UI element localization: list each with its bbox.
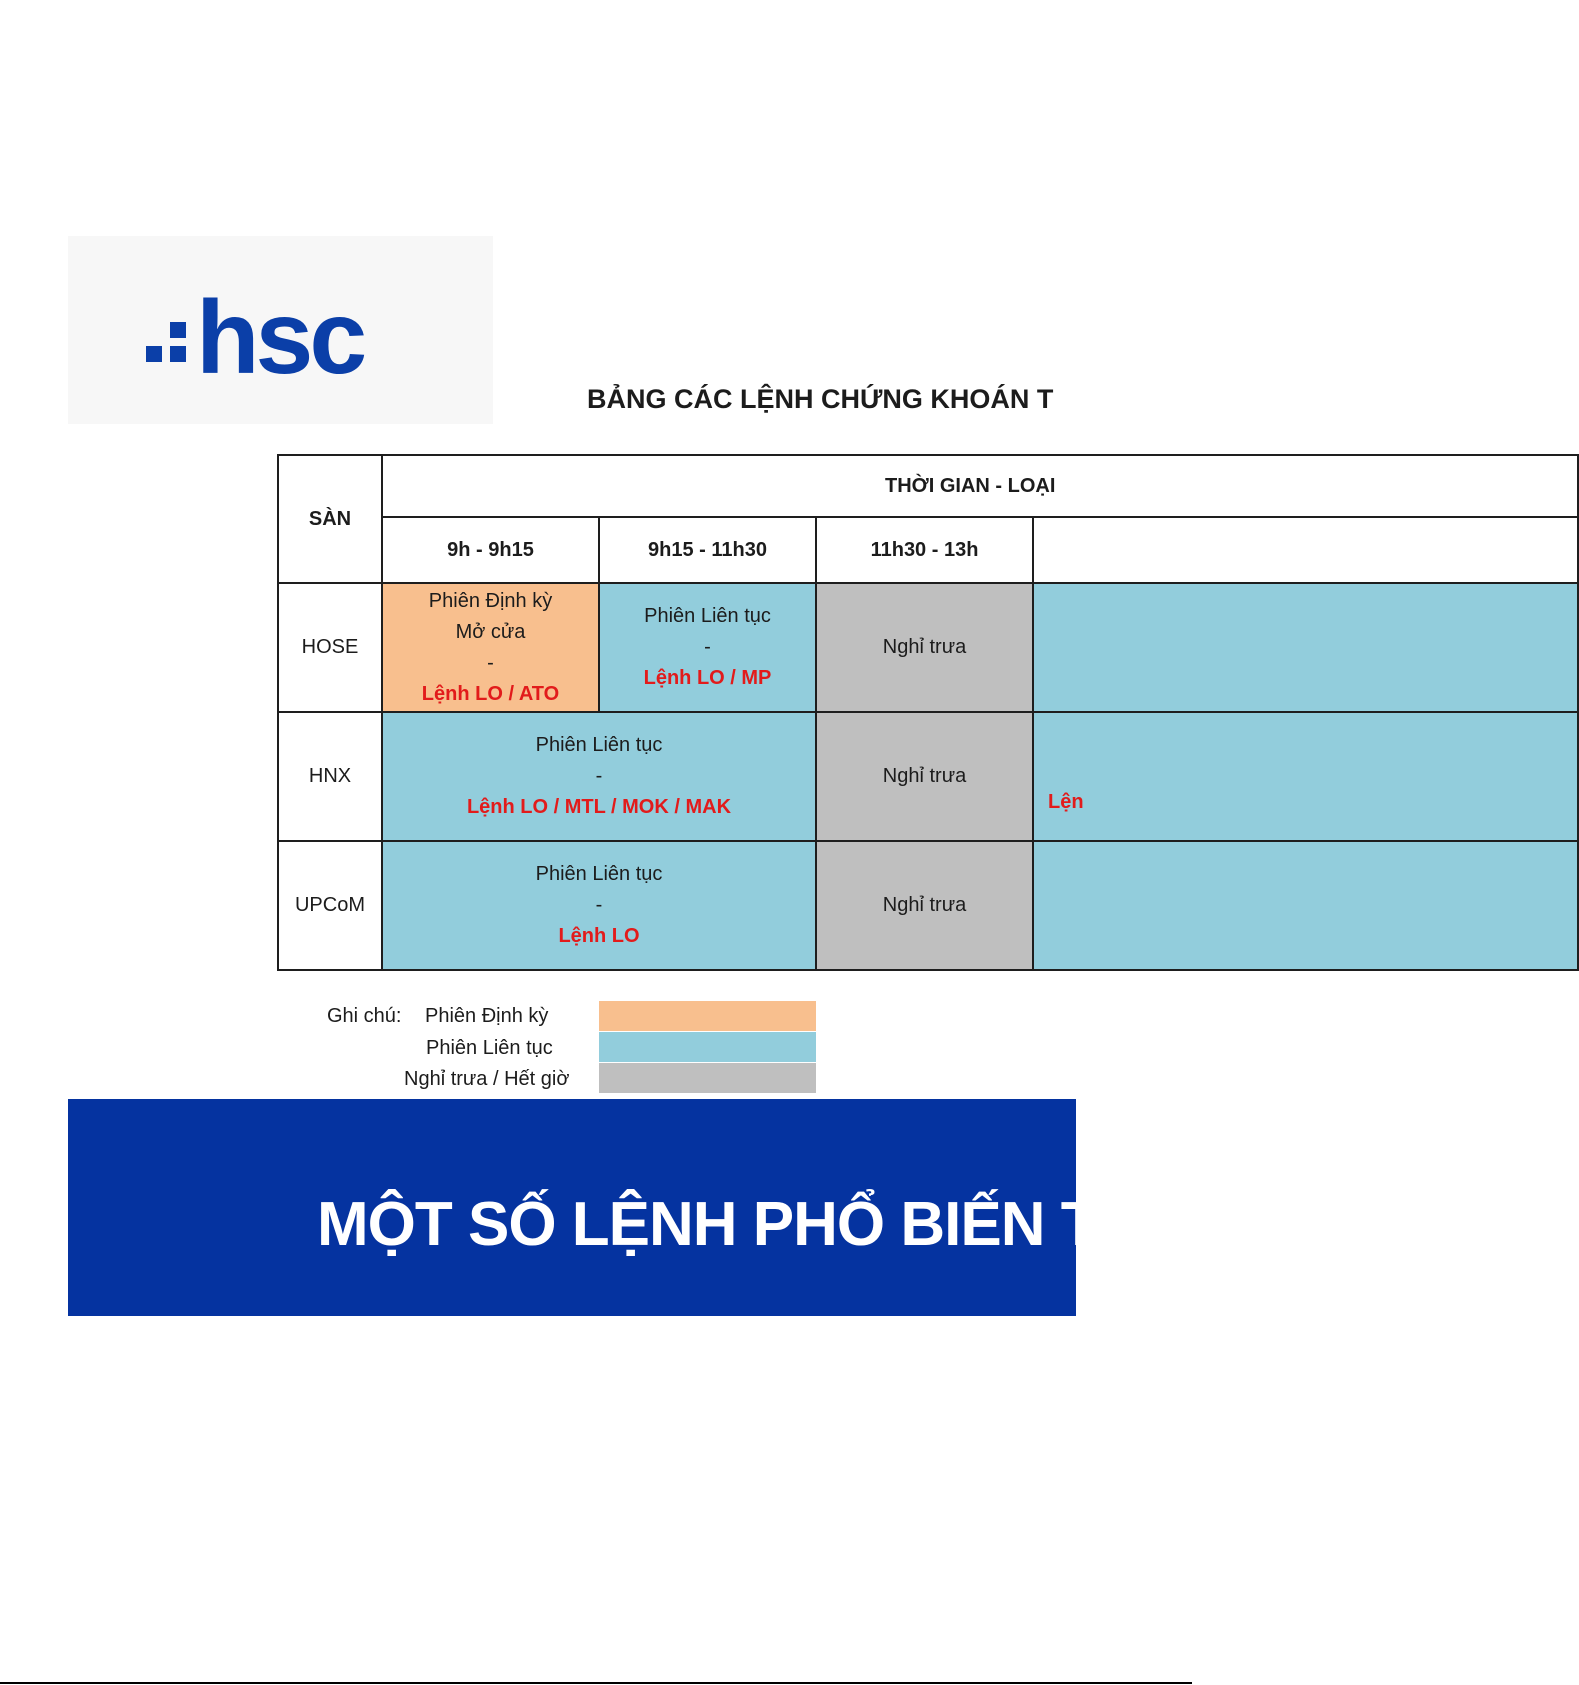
hose-periodic-dash: -	[487, 651, 494, 674]
legend-swatch-periodic	[599, 1001, 816, 1031]
hose-periodic-line1: Phiên Định kỳ	[428, 589, 553, 612]
header-time-col-3: 11h30 - 13h	[816, 517, 1033, 583]
trading-schedule-table	[277, 454, 1579, 971]
legend-swatch-break	[599, 1063, 816, 1093]
hnx-afternoon-orders: Lện	[1048, 791, 1084, 813]
hose-afternoon-session	[1033, 583, 1578, 712]
upcom-continuous-line1: Phiên Liên tục	[535, 863, 663, 885]
logo-area	[68, 236, 493, 424]
row-hnx-exchange: HNX	[278, 712, 382, 841]
hose-periodic-session	[382, 583, 599, 712]
upcom-continuous-orders: Lệnh LO	[558, 925, 640, 947]
hnx-continuous-session	[382, 712, 816, 841]
document-title: BẢNG CÁC LỆNH CHỨNG KHOÁN T	[587, 384, 1054, 414]
legend	[68, 1000, 1076, 1100]
row-hose-exchange: HOSE	[278, 583, 382, 712]
hnx-continuous-dash: -	[595, 765, 603, 787]
header-time-col-2: 9h15 - 11h30	[599, 517, 816, 583]
legend-swatch-continuous	[599, 1032, 816, 1062]
hose-continuous-line1: Phiên Liên tục	[644, 605, 771, 627]
hose-continuous-orders: Lệnh LO / MP	[643, 667, 772, 689]
hnx-continuous-line1: Phiên Liên tục	[535, 734, 663, 756]
hnx-afternoon-session	[1033, 712, 1578, 841]
banner-title: MỘT SỐ LỆNH PHỔ BIẾN TI	[317, 1190, 1114, 1259]
legend-label: Ghi chú:	[327, 1005, 402, 1027]
hose-periodic-orders: Lệnh LO / ATO	[421, 682, 560, 705]
legend-item-periodic: Phiên Định kỳ	[425, 1005, 549, 1027]
hose-periodic-line2: Mở cửa	[455, 620, 526, 643]
legend-item-continuous: Phiên Liên tục	[426, 1037, 553, 1059]
hose-continuous-session	[599, 583, 816, 712]
document-image	[68, 236, 1114, 1316]
upcom-continuous-dash: -	[595, 894, 603, 916]
header-exchange: SÀN	[278, 455, 382, 583]
upcom-continuous-session	[382, 841, 816, 970]
header-time-col-1: 9h - 9h15	[382, 517, 599, 583]
hnx-lunch-break: Nghỉ trưa	[816, 712, 1033, 841]
header-time-order-type: THỜI GIAN - LOẠI	[382, 455, 1578, 517]
upcom-afternoon-session	[1033, 841, 1578, 970]
hose-lunch-break: Nghỉ trưa	[816, 583, 1033, 712]
hnx-continuous-orders: Lệnh LO / MTL / MOK / MAK	[466, 796, 732, 818]
upcom-lunch-break: Nghỉ trưa	[816, 841, 1033, 970]
legend-item-break: Nghỉ trưa / Hết giờ	[404, 1068, 570, 1090]
hose-continuous-dash: -	[704, 636, 711, 658]
row-upcom-exchange: UPCoM	[278, 841, 382, 970]
hsc-logo: hsc	[196, 280, 364, 396]
header-time-col-4	[1033, 517, 1578, 583]
page-bottom-rule	[0, 1682, 1192, 1684]
section-banner	[68, 1099, 1114, 1316]
